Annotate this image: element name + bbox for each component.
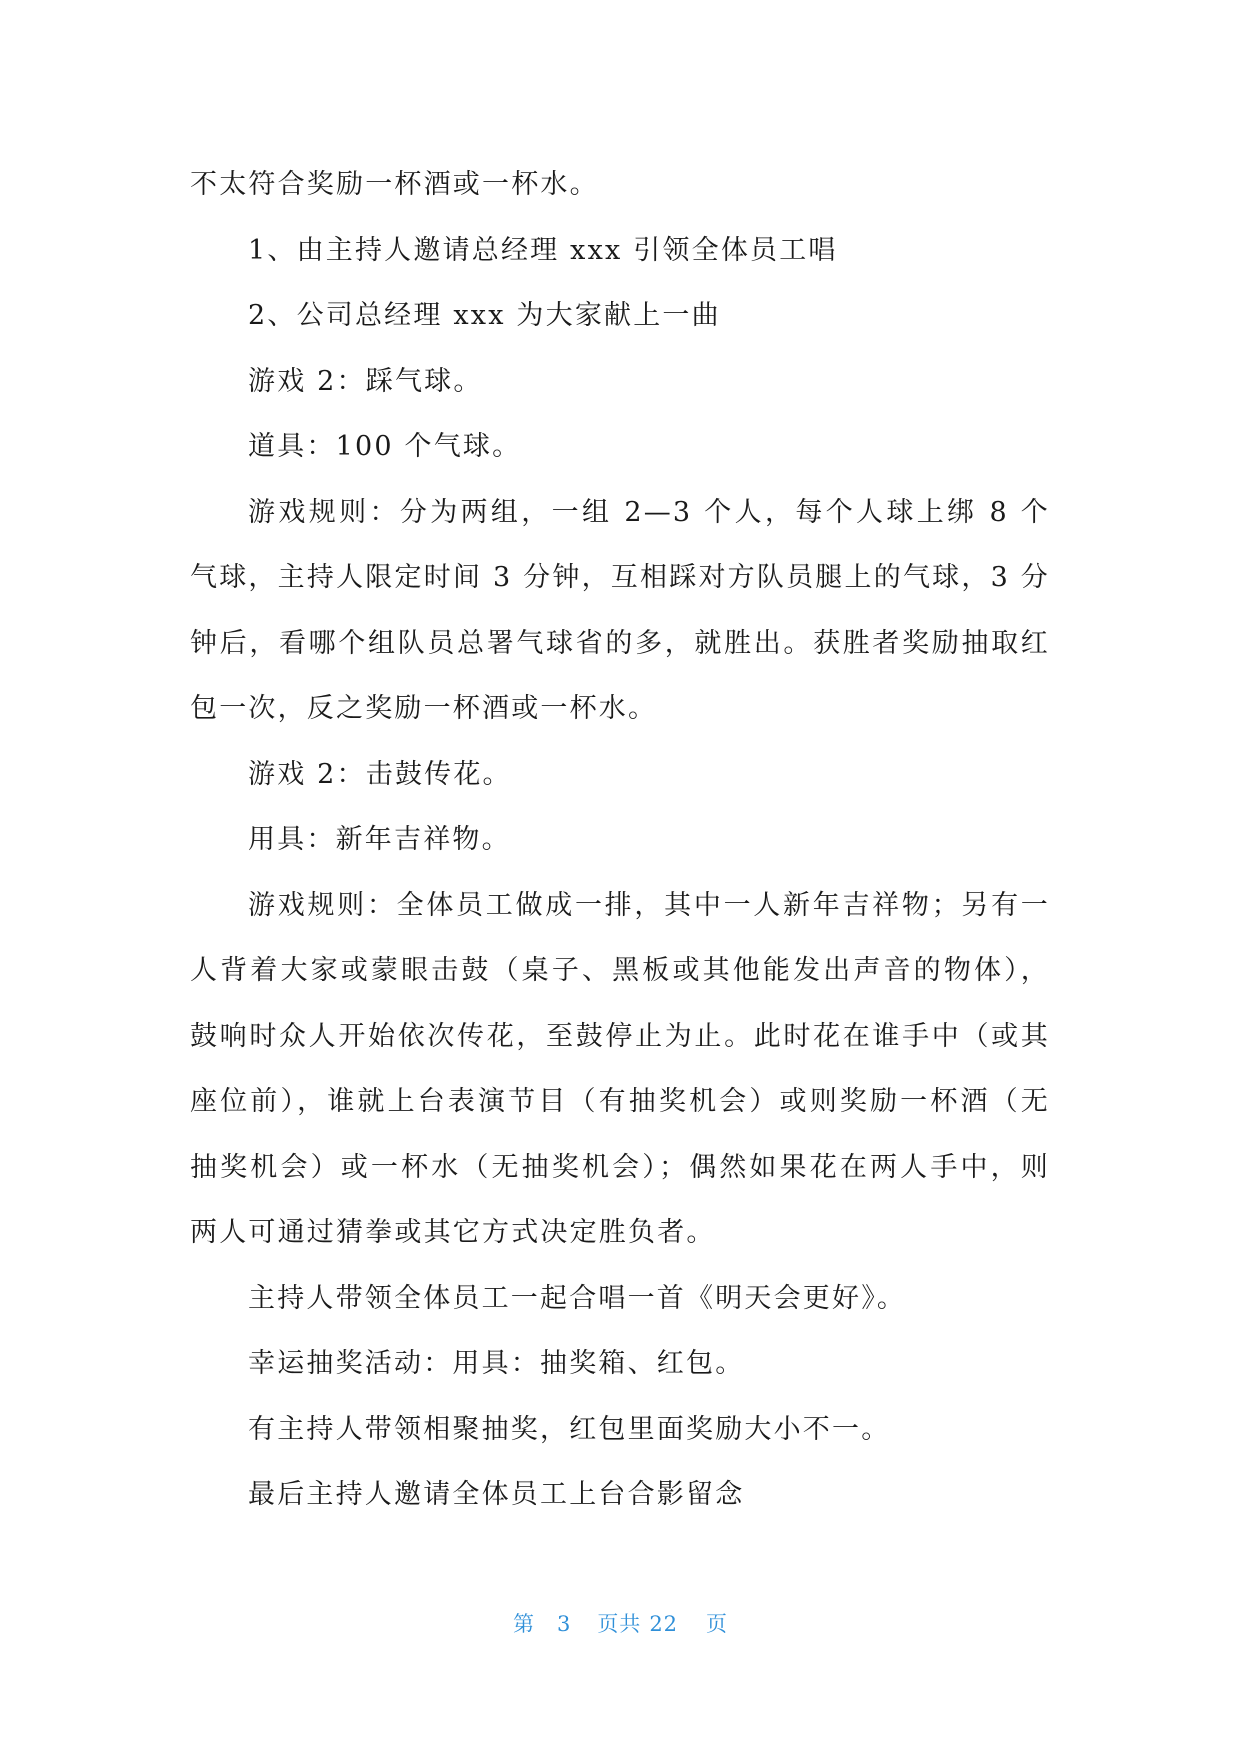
paragraph-lottery-host: 有主持人带领相聚抽奖，红包里面奖励大小不一。: [248, 1413, 891, 1445]
page-footer: [0, 1608, 1241, 1638]
paragraph-game-balloon-rules: 游戏规则：分为两组，一组 2—3 个人，每个人球上绑 8 个气球，主持人限定时间 3 分钟，互相踩对方队员腿上的气球，3 分钟后，看哪个组队员总署气球省的多，就胜出。获胜者奖励抽取红包一次，反之奖励一杯酒或一杯水。: [190, 496, 1050, 724]
footer-current-page: 3: [556, 1612, 572, 1636]
paragraph-item-1: 1、由主持人邀请总经理 xxx 引领全体员工唱: [248, 234, 838, 266]
footer-prefix: 第: [512, 1612, 535, 1636]
paragraph-game-balloon-title: 游戏 2：踩气球。: [248, 365, 483, 397]
paragraph-group-photo: 最后主持人邀请全体员工上台合影留念: [248, 1479, 745, 1510]
footer-total-pages: 22: [649, 1612, 679, 1636]
footer-suffix: 页: [706, 1612, 729, 1636]
paragraph-item-2: 2、公司总经理 xxx 为大家献上一曲: [248, 300, 721, 331]
document-body: [190, 152, 1050, 1528]
paragraph-continuation: 不太符合奖励一杯酒或一杯水。: [190, 169, 599, 200]
paragraph-game-drum-title: 游戏 2：击鼓传花。: [248, 758, 512, 790]
paragraph-game-drum-rules: 游戏规则：全体员工做成一排，其中一人新年吉祥物；另有一人背着大家或蒙眼击鼓（桌子、黑板或其他能发出声音的物体），鼓响时众人开始依次传花，至鼓停止为止。此时花在谁手中（或其座位前），谁就上台表演节目（有抽奖机会）或则奖励一杯酒（无抽奖机会）或一杯水（无抽奖机会）；偶然如果花在两人手中，则两人可通过猜拳或其它方式决定胜负者。: [190, 889, 1050, 1248]
paragraph-game-drum-props: 用具：新年吉祥物。: [248, 824, 511, 855]
footer-middle: 页共: [597, 1612, 642, 1636]
paragraph-lottery: 幸运抽奖活动：用具：抽奖箱、红包。: [248, 1348, 745, 1379]
paragraph-game-balloon-props: 道具：100 个气球。: [248, 431, 522, 462]
paragraph-chorus: 主持人带领全体员工一起合唱一首《明天会更好》。: [248, 1282, 907, 1314]
